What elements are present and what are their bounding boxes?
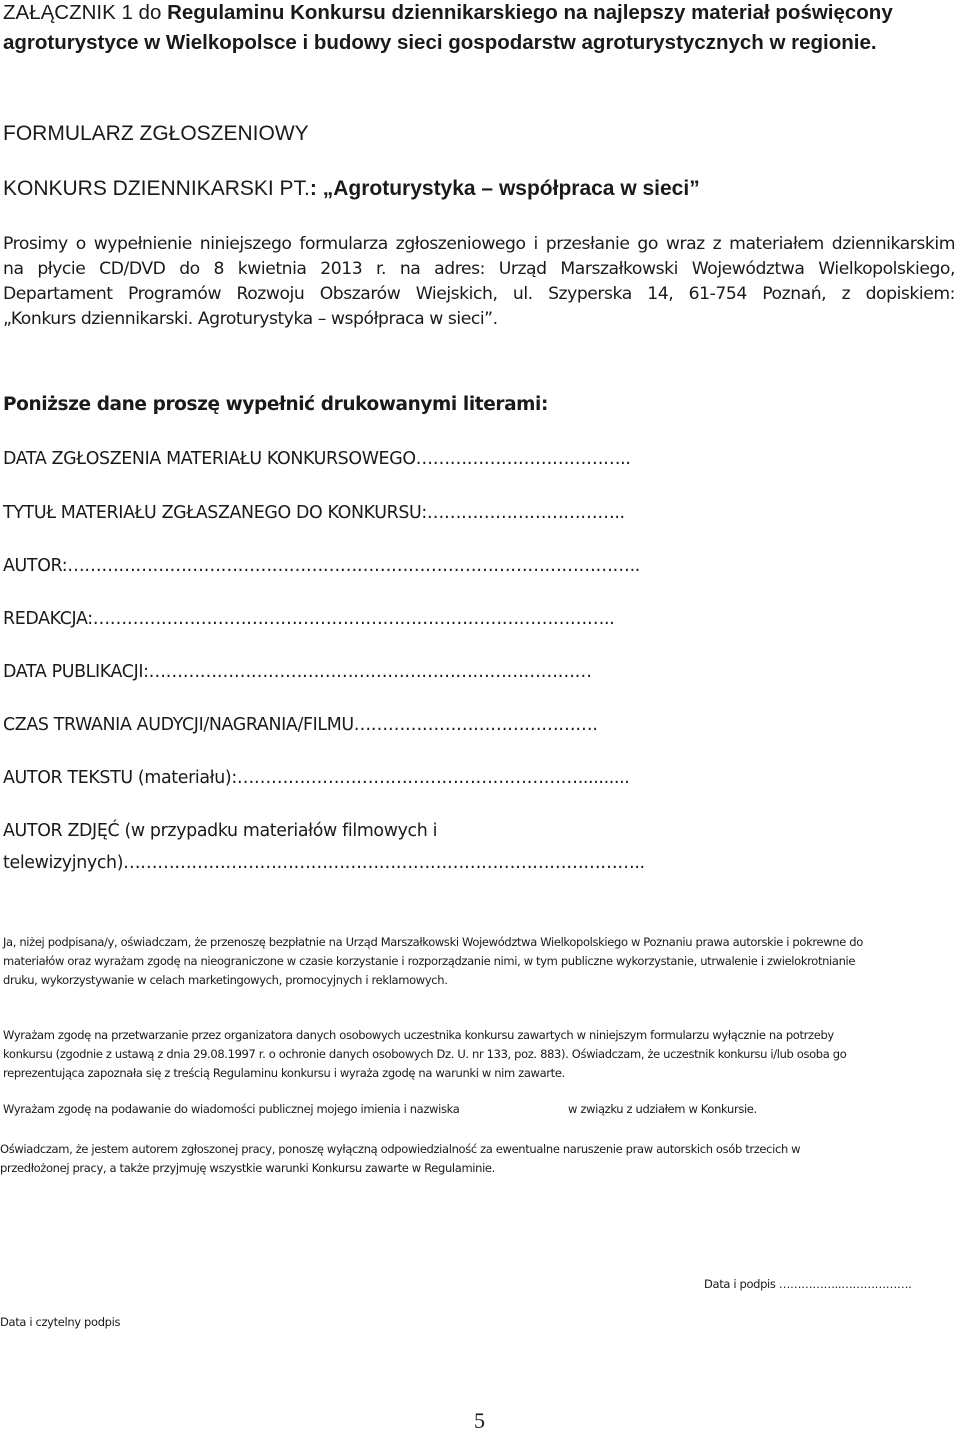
declaration-line: przedłożonej pracy, a także przyjmuję wszystkie warunki Konkursu zawarte w Regulaminie. [0, 1161, 495, 1175]
contest-title [3, 175, 700, 203]
attachment-header-line-2 [3, 30, 877, 56]
declaration-line: Wyrażam zgodę na przetwarzanie przez organizatora danych osobowych uczestnika konkursu zawartych w niniejszym formularzu wyłącznie na potrzeby [3, 1028, 834, 1042]
field-duration: CZAS TRWANIA AUDYCJI/NAGRANIA/FILMU……………………………………. [3, 715, 598, 735]
intro-line: Prosimy o wypełnienie niniejszego formularza zgłoszeniowego i przesłanie go wraz z materiałem dziennikarskim [3, 234, 955, 254]
field-editorial-office: REDAKCJA:……………………………………………………………………………….. [3, 609, 615, 629]
field-submission-date: DATA ZGŁOSZENIA MATERIAŁU KONKURSOWEGO……………………………….. [3, 449, 631, 469]
field-publication-date: DATA PUBLIKACJI:…………………………………………………………………… [3, 662, 592, 682]
declaration-line: konkursu (zgodnie z ustawą z dnia 29.08.1997 r. o ochronie danych osobowych Dz. U. nr 133, poz. 883). Oświadczam, że uczestnik konkursu i/lub osoba go [3, 1047, 847, 1061]
declaration-personal-data [3, 1026, 846, 1083]
field-author: AUTOR:……………………………………………………………………………………….. [3, 556, 640, 576]
declaration-publication-consent [3, 1100, 459, 1119]
declaration-line: materiałów oraz wyrażam zgodę na nieograniczone w czasie korzystanie i rozporządzanie nimi, w tym publiczne wykorzystanie, utrwalenie i zwielokrotnianie [3, 954, 856, 968]
signature-date-right: Data i podpis ……………..………………. [704, 1277, 912, 1291]
form-title: FORMULARZ ZGŁOSZENIOWY [3, 122, 309, 145]
field-photo-author: AUTOR ZDJĘĆ (w przypadku materiałów filmowych i [3, 821, 438, 841]
declaration-line: Ja, niżej podpisana/y, oświadczam, że przenoszę bezpłatnie na Urząd Marszałkowski Województwa Wielkopolskiego w Poznaniu prawa autorskie i pokrewne do [3, 935, 863, 949]
intro-line: Departament Programów Rozwoju Obszarów Wiejskich, ul. Szyperska 14, 61-754 Poznań, z dopiskiem: [3, 284, 955, 304]
signature-date-left: Data i czytelny podpis [0, 1315, 121, 1329]
attachment-prefix: ZAŁĄCZNIK 1 do [3, 1, 168, 24]
field-photo-author-cont: telewizyjnych)……………………………………………………………………………….. [3, 853, 645, 873]
attachment-title-bold: Regulaminu Konkursu dziennikarskiego na najlepszy materiał poświęcony [167, 1, 893, 24]
declaration-line: Wyrażam zgodę na podawanie do wiadomości publicznej mojego imienia i nazwiska [3, 1102, 460, 1116]
section-heading: Poniższe dane proszę wypełnić drukowanymi literami: [3, 394, 548, 415]
intro-paragraph [3, 232, 955, 332]
declaration-publication-consent-tail: w związku z udziałem w Konkursie. [568, 1102, 757, 1116]
intro-line: „Konkurs dziennikarski. Agroturystyka – współpraca w sieci”. [3, 309, 498, 329]
declaration-line: druku, wykorzystywanie w celach marketingowych, promocyjnych i reklamowych. [3, 973, 448, 987]
declaration-copyright [3, 933, 863, 990]
contest-name: : „Agroturystyka – współpraca w sieci” [309, 177, 700, 200]
contest-prefix: KONKURS DZIENNIKARSKI PT. [3, 177, 310, 200]
page-number: 5 [474, 1408, 485, 1433]
attachment-title-bold-2: agroturystyce w Wielkopolsce i budowy sieci gospodarstw agroturystycznych w regionie. [3, 31, 877, 54]
declaration-line: reprezentująca zapoznała się z treścią Regulaminu konkursu i wyraża zgodę na warunki w nim zawarte. [3, 1066, 565, 1080]
intro-line: na płycie CD/DVD do 8 kwietnia 2013 r. na adres: Urząd Marszałkowski Województwa Wielkopolskiego, [3, 259, 955, 279]
field-material-title: TYTUŁ MATERIAŁU ZGŁASZANEGO DO KONKURSU:…………………………….. [3, 503, 625, 523]
field-text-author: AUTOR TEKSTU (materiału):…………………………………………………….......... [3, 768, 630, 788]
attachment-header [3, 0, 893, 26]
declaration-authorship [0, 1140, 800, 1178]
declaration-line: Oświadczam, że jestem autorem zgłoszonej pracy, ponoszę wyłączną odpowiedzialność za ewentualne naruszenie praw autorskich osób trzecich w [0, 1142, 801, 1156]
